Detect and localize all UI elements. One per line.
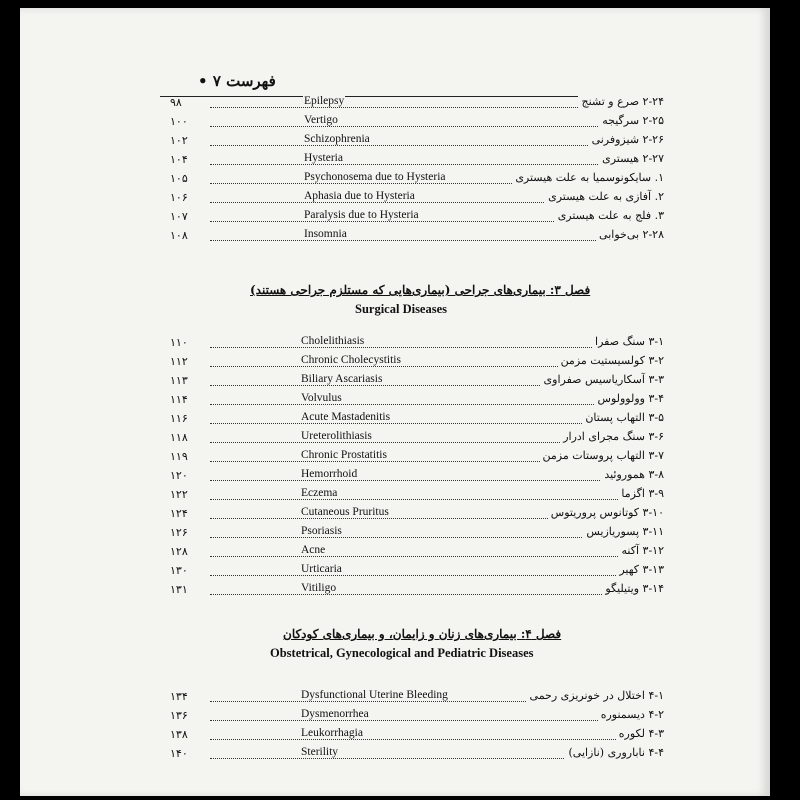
toc-title-en: Volvulus bbox=[301, 392, 342, 404]
toc-page-number: ۱۱۸ bbox=[170, 431, 188, 444]
toc-page-number: ۱۰۸ bbox=[170, 229, 188, 242]
toc-page-number: ۱۳۶ bbox=[170, 709, 188, 722]
toc-title-en: Dysfunctional Uterine Bleeding bbox=[301, 689, 448, 701]
toc-title-en: Ureterolithiasis bbox=[301, 430, 372, 442]
toc-page-number: ۱۳۱ bbox=[170, 583, 188, 596]
toc-entry[interactable] bbox=[170, 564, 664, 581]
toc-page-number: ۱۱۰ bbox=[170, 336, 188, 349]
toc-entry[interactable] bbox=[170, 115, 664, 132]
toc-entry[interactable] bbox=[170, 355, 664, 372]
toc-entry[interactable] bbox=[170, 728, 664, 745]
toc-entry[interactable] bbox=[170, 545, 664, 562]
toc-title-en: Acne bbox=[301, 544, 326, 556]
toc-title-en: Dysmenorrhea bbox=[301, 708, 369, 720]
toc-title-fa: ۳-۵ التهاب پستان bbox=[582, 411, 664, 424]
toc-title-fa: ۳-۶ سنگ مجرای ادرار bbox=[560, 430, 664, 443]
toc-title-en: Epilepsy bbox=[304, 95, 345, 107]
toc-leader-dots bbox=[210, 556, 664, 557]
toc-title-en: Hysteria bbox=[304, 152, 343, 164]
chapter-title-en: Obstetrical, Gynecological and Pediatric Diseases bbox=[270, 646, 534, 660]
toc-page-number: ۱۳۴ bbox=[170, 690, 188, 703]
toc-entry[interactable] bbox=[170, 526, 664, 543]
page-title: فهرست ۷ • bbox=[198, 72, 276, 90]
toc-title-fa: ۳-۴ وولوولوس bbox=[595, 392, 664, 405]
toc-page-number: ۱۰۰ bbox=[170, 115, 188, 128]
toc-entry[interactable] bbox=[170, 229, 664, 246]
toc-title-fa: ۳-۱۰ کوتانوس پروریتوس bbox=[548, 506, 664, 519]
toc-page-number: ۱۲۴ bbox=[170, 507, 188, 520]
toc-entry[interactable] bbox=[170, 153, 664, 170]
toc-page-number: ۱۱۲ bbox=[170, 355, 188, 368]
toc-entry[interactable] bbox=[170, 96, 664, 113]
toc-page-number: ۱۴۰ bbox=[170, 747, 188, 760]
toc-title-fa: ۳-۱۴ ویتیلیگو bbox=[602, 582, 664, 595]
toc-title-fa: ۲-۲۷ هیستری bbox=[599, 152, 664, 165]
chapter-title-en: Surgical Diseases bbox=[355, 302, 448, 316]
toc-title-fa: ۲-۲۴ صرع و تشنج bbox=[578, 95, 664, 108]
toc-page-number: ۱۳۰ bbox=[170, 564, 188, 577]
toc-page-number: ۱۰۴ bbox=[170, 153, 188, 166]
toc-title-fa: ۲-۲۸ بی‌خوابی bbox=[596, 228, 664, 241]
toc-leader-dots bbox=[210, 575, 664, 576]
toc-page-number: ۱۱۳ bbox=[170, 374, 188, 387]
toc-title-en: Sterility bbox=[301, 746, 339, 758]
toc-title-fa: ۳-۱۳ کهیر bbox=[616, 563, 664, 576]
toc-title-en: Paralysis due to Hysteria bbox=[304, 209, 419, 221]
toc-page-number: ۱۲۸ bbox=[170, 545, 188, 558]
toc-entry[interactable] bbox=[170, 507, 664, 524]
toc-title-en: Psychonosema due to Hysteria bbox=[304, 171, 446, 183]
toc-title-fa: ۲-۲۵ سرگیجه bbox=[599, 114, 664, 127]
toc-leader-dots bbox=[210, 164, 664, 165]
toc-entry[interactable] bbox=[170, 690, 664, 707]
toc-title-en: Hemorrhoid bbox=[301, 468, 358, 480]
toc-page-number: ۱۰۷ bbox=[170, 210, 188, 223]
toc-entry[interactable] bbox=[170, 393, 664, 410]
toc-entry[interactable] bbox=[170, 488, 664, 505]
toc-page-number: ۱۰۶ bbox=[170, 191, 188, 204]
toc-title-en: Insomnia bbox=[304, 228, 347, 240]
toc-title-fa: ۴-۴ نابارورى (نازایی) bbox=[565, 746, 664, 759]
toc-leader-dots bbox=[210, 480, 664, 481]
page-header bbox=[120, 58, 680, 88]
toc-title-en: Cholelithiasis bbox=[301, 335, 365, 347]
toc-entry[interactable] bbox=[170, 374, 664, 391]
toc-title-en: Schizophrenia bbox=[304, 133, 370, 145]
toc-page-number: ۱۲۶ bbox=[170, 526, 188, 539]
toc-title-en: Eczema bbox=[301, 487, 338, 499]
toc-page-number: ۱۱۹ bbox=[170, 450, 188, 463]
toc-entry[interactable] bbox=[170, 336, 664, 353]
toc-title-fa: ۳. فلج به علت هیستری bbox=[555, 209, 664, 222]
toc-title-en: Vertigo bbox=[304, 114, 338, 126]
toc-title-en: Chronic Prostatitis bbox=[301, 449, 387, 461]
toc-entry[interactable] bbox=[170, 583, 664, 600]
toc-title-fa: ۳-۱۱ پسوریازیس bbox=[583, 525, 664, 538]
toc-title-fa: ۲. آفازی به علت هیستری bbox=[545, 190, 664, 203]
toc-page-number: ۱۲۲ bbox=[170, 488, 188, 501]
toc-entry[interactable] bbox=[170, 191, 664, 208]
toc-entry[interactable] bbox=[170, 412, 664, 429]
toc-entry[interactable] bbox=[170, 210, 664, 227]
toc-title-fa: ۳-۲ کولسیستیت مزمن bbox=[558, 354, 664, 367]
toc-title-fa: ۳-۳ آسکاریاسیس صفراوی bbox=[541, 373, 664, 386]
toc-title-fa: ۳-۹ اگزما bbox=[618, 487, 664, 500]
toc-page-number: ۱۱۴ bbox=[170, 393, 188, 406]
toc-leader-dots bbox=[210, 126, 664, 127]
toc-title-en: Biliary Ascariasis bbox=[301, 373, 383, 385]
toc-page-number: ۱۰۵ bbox=[170, 172, 188, 185]
toc-entry[interactable] bbox=[170, 134, 664, 151]
toc-title-fa: ۳-۱۲ آکنه bbox=[619, 544, 664, 557]
toc-title-fa: ۳-۷ التهاب پروستات مزمن bbox=[540, 449, 664, 462]
toc-page-number: ۹۸ bbox=[170, 96, 182, 109]
toc-title-fa: ۳-۸ هموروئید bbox=[601, 468, 664, 481]
toc-title-fa: ۴-۲ دیسمنوره bbox=[598, 708, 664, 721]
toc-title-en: Aphasia due to Hysteria bbox=[304, 190, 415, 202]
toc-title-fa: ۴-۱ اختلال در خونریزی رحمی bbox=[527, 689, 664, 702]
chapter-title-fa: فصل ۳: بیماری‌های جراحی (بیماری‌هایی که مستلزم جراحی هستند) bbox=[250, 283, 591, 297]
toc-page-number: ۱۱۶ bbox=[170, 412, 188, 425]
toc-title-en: Vitiligo bbox=[301, 582, 337, 594]
toc-page-number: ۱۲۰ bbox=[170, 469, 188, 482]
chapter-title-fa: فصل ۴: بیماری‌های زنان و زایمان، و بیماری‌های کودکان bbox=[283, 627, 562, 641]
toc-title-fa: ۱. سایکونوسمیا به علت هیستری bbox=[512, 171, 664, 184]
toc-title-fa: ۴-۳ لکوره bbox=[616, 727, 664, 740]
toc-title-en: Psoriasis bbox=[301, 525, 342, 537]
toc-title-en: Acute Mastadenitis bbox=[301, 411, 391, 423]
toc-entry[interactable] bbox=[170, 172, 664, 189]
toc-title-en: Chronic Cholecystitis bbox=[301, 354, 401, 366]
toc-entry[interactable] bbox=[170, 747, 664, 764]
toc-leader-dots bbox=[210, 720, 664, 721]
toc-title-fa: ۳-۱ سنگ صفرا bbox=[592, 335, 664, 348]
toc-entry[interactable] bbox=[170, 431, 664, 448]
toc-title-en: Urticaria bbox=[301, 563, 342, 575]
toc-page-number: ۱۰۲ bbox=[170, 134, 188, 147]
toc-title-fa: ۲-۲۶ شیزوفرنی bbox=[589, 133, 664, 146]
toc-leader-dots bbox=[210, 594, 664, 595]
toc-leader-dots bbox=[210, 499, 664, 500]
toc-entry[interactable] bbox=[170, 469, 664, 486]
toc-title-en: Cutaneous Pruritus bbox=[301, 506, 389, 518]
toc-entry[interactable] bbox=[170, 450, 664, 467]
toc-entry[interactable] bbox=[170, 709, 664, 726]
toc-leader-dots bbox=[210, 739, 664, 740]
toc-page-number: ۱۳۸ bbox=[170, 728, 188, 741]
toc-title-en: Leukorrhagia bbox=[301, 727, 363, 739]
